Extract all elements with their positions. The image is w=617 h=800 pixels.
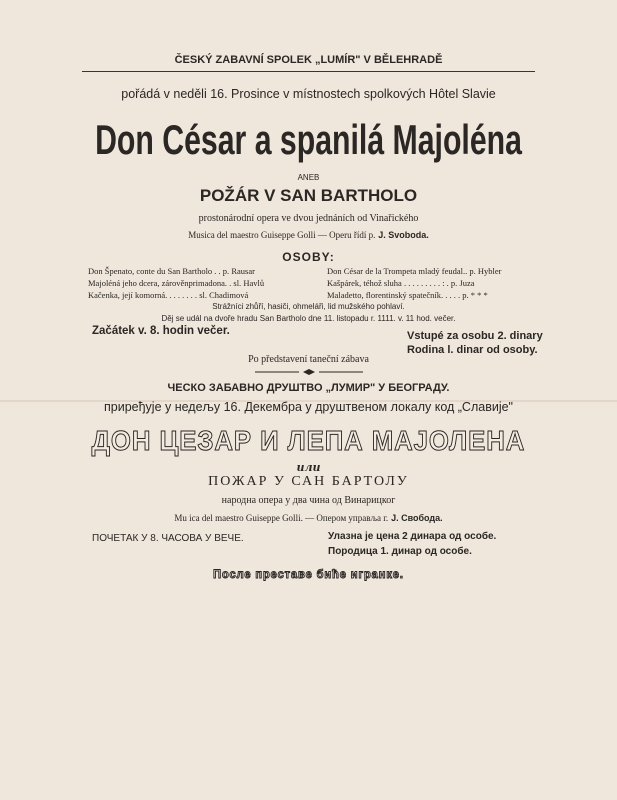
cast-actor: Havlů [243,278,265,288]
sr-subtitle: ПОЖАР У САН БАРТОЛУ [208,474,409,489]
cz-admission-1: Vstupé za osobu 2. dinary [407,330,543,342]
cast-row [327,266,547,278]
sr-start: ПОЧЕТАК У 8. ЧАСОВА У ВЕЧЕ. [92,533,244,544]
sr-ili: или [296,461,321,474]
cast-row [88,290,300,302]
cast-role: Kašpárek, téhož sluha . . . . . . . . . : . p. [327,278,458,288]
sr-intro: приређује у недељу 16. Декембра у друштвеном локалу код „Славије" [103,400,513,414]
cz-setting: Děj se udál na dvoře hradu San Bartholo dne 11. listopadu r. 1111. v. 11 hod. večer. [161,314,456,323]
cz-genre: prostonárodní opera ve dvou jednáních od Vinařického [198,213,419,224]
cz-musica-name: J. Svoboda. [378,230,429,240]
sr-musica [0,513,617,524]
cast-row [327,278,547,290]
cz-admission-2: Rodina l. dinar od osoby. [407,344,538,356]
sr-musica-name: J. Свобода. [391,513,443,523]
cz-start: Začátek v. 8. hodin večer. [92,325,230,337]
cast-role: Maladetto, florentinský spatečník. . . . . p. [327,290,469,300]
cz-header-rule [82,71,535,72]
sr-header: ЧЕСКО ЗАБАВНО ДРУШТВО „ЛУМИР" У БЕОГРАДУ. [167,382,450,394]
cz-aneb: ANEB [297,173,320,182]
cast-role: Don Špenato, conte du San Bartholo . . p. [88,266,230,276]
sr-admission-1: Улазна је цена 2 динара од особе. [328,531,497,542]
cast-role: Majoléná jeho dcera, zárověnprimadona. . sl. [88,278,242,288]
cast-row [88,266,300,278]
sr-musica-prefix: Mu ica del maestro Guiseppe Golli. — Опером управља г. [174,513,389,523]
cast-row [327,290,547,302]
cast-actor: * * * [470,290,488,300]
cz-subtitle: POŽÁR V SAN BARTHOLO [199,186,418,205]
cz-musica [0,230,617,241]
sr-title: ДОН ЦЕЗАР И ЛЕПА МАЈОЛЕНА [91,425,526,456]
cast-actor: Hybler [477,266,502,276]
cast-role: Don César de la Trompeta mladý feudal.. p. [327,266,476,276]
cz-osoby-heading: OSOBY: [282,250,335,264]
ornament-divider [255,368,363,376]
cz-header: ČESKÝ ZABAVNÍ SPOLEK „LUMÍR" V BĚLEHRADĚ [174,54,443,66]
cast-row [88,278,300,290]
cz-title: Don César a spanilá Majoléna [95,116,522,163]
cz-intro: pořádá v neděli 16. Prosince v místnostech spolkových Hôtel Slavie [121,87,496,101]
cast-actor: Juza [459,278,475,288]
sr-dance: После преставе биће игранке. [213,567,404,581]
cast-actor: sl. Chadimová [199,290,249,300]
sr-admission-2: Породица 1. динар од особе. [328,546,472,557]
cz-dance: Po představení taneční zábava [248,354,369,365]
cast-actor: Rausar [231,266,255,276]
cast-role: Kačenka, její komorná. . . . . . . . [88,290,198,300]
sr-genre: народна опера у два чина од Винарицког [221,495,396,506]
cz-cast-right [327,266,547,302]
cz-extras: Strážníci zhůří, hasiči, ohmeláři, lid mužského pohlaví. [212,302,405,311]
cz-musica-prefix: Musica del maestro Guiseppe Golli — Operu řídí p. [188,230,376,240]
cz-cast-left [88,266,300,302]
